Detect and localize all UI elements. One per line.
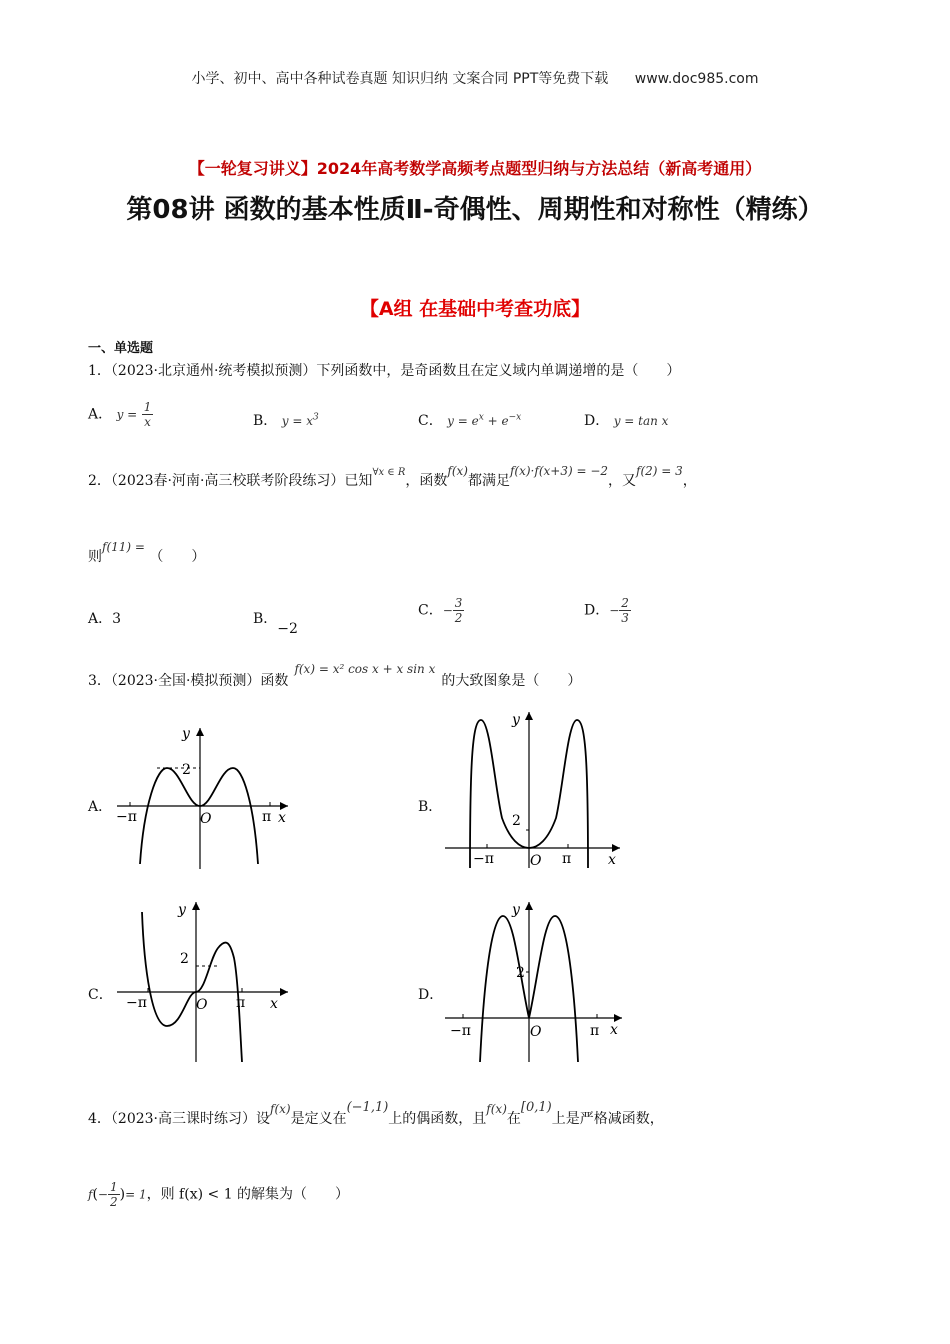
option-label: C．	[418, 413, 443, 429]
y-axis-arrow	[192, 902, 200, 910]
fraction	[108, 1180, 120, 1209]
q4-stem-line2	[88, 1180, 349, 1209]
q3-option-c-label: C．	[88, 987, 113, 1003]
x-axis-arrow	[614, 1014, 622, 1022]
math-sup: x	[478, 412, 484, 423]
fraction	[142, 400, 154, 429]
x-label: x	[270, 996, 278, 1012]
math-expr: f(x) = x² cos x + x sin x	[294, 662, 436, 676]
option-value: 3	[112, 611, 122, 627]
tick-label-neg-pi: −π	[473, 851, 494, 867]
x-label: x	[278, 810, 286, 826]
q3-text: 的大致图象是（ ）	[441, 673, 582, 689]
option-label: A．	[88, 611, 113, 627]
header-text: 小学、初中、高中各种试卷真题 知识归纳 文案合同 PPT等免费下载	[191, 71, 609, 87]
tick-label-pi: π	[562, 851, 572, 867]
curve	[140, 768, 258, 864]
math-expr: y =	[116, 407, 138, 422]
q4-text: ，则 f(x) < 1 的解集为（ ）	[146, 1186, 350, 1203]
q3-graph-b[interactable]	[440, 708, 626, 872]
y-label: y	[512, 902, 520, 918]
option-label: B．	[253, 413, 278, 429]
y-axis-arrow	[525, 712, 533, 720]
q2-text: ，函数	[405, 473, 448, 489]
math-sup: −x	[508, 412, 522, 423]
origin-label: O	[530, 1024, 542, 1040]
frac-num: 1	[143, 400, 152, 414]
origin-label: O	[530, 853, 542, 869]
x-axis-arrow	[280, 988, 288, 996]
math-sign: −	[442, 603, 453, 618]
tick-label-neg-pi: −π	[126, 995, 147, 1011]
tick-label-pi: π	[262, 809, 272, 825]
x-label: x	[610, 1022, 618, 1038]
q2-text: ，又	[608, 473, 637, 489]
math-expr: (−1,1)	[346, 1100, 389, 1115]
y-label: y	[178, 902, 186, 918]
curve	[142, 912, 242, 1062]
q3-graph-d[interactable]	[440, 898, 626, 1064]
frac-num: 1	[109, 1180, 118, 1194]
math-expr: f(x)	[486, 1102, 507, 1116]
q4-text: 是定义在	[290, 1111, 347, 1127]
q2-text: 则	[88, 549, 102, 565]
fraction	[619, 596, 631, 625]
math-sup: 3	[312, 412, 319, 423]
q2-option-a	[88, 608, 121, 628]
paren: )	[119, 1186, 126, 1203]
math-expr: = 1	[125, 1187, 147, 1202]
frac-den: 2	[109, 1195, 118, 1209]
q1-option-b	[253, 410, 319, 430]
option-label: D．	[584, 602, 610, 619]
x-axis-arrow	[280, 802, 288, 810]
q2-option-b	[253, 608, 298, 637]
tick-label-2: 2	[516, 965, 525, 981]
q1-option-c	[418, 410, 521, 430]
option-label: A．	[88, 406, 113, 423]
frac-den: x	[144, 415, 151, 429]
q3-option-d-label: D．	[418, 987, 444, 1003]
q3-graph-c[interactable]	[112, 898, 292, 1064]
math-expr: f	[88, 1187, 93, 1202]
option-value: −2	[277, 621, 298, 637]
math-expr: ∀x ∈ R	[372, 467, 406, 478]
q2-text: ，	[682, 473, 697, 489]
q4-text: 4．（2023·高三课时练习）设	[88, 1111, 270, 1127]
y-axis-arrow	[525, 902, 533, 910]
frac-num: 2	[621, 596, 629, 610]
q3-option-b-label: B．	[418, 799, 443, 815]
math-sign: −	[97, 1187, 108, 1202]
tick-label-pi: π	[590, 1023, 600, 1039]
q4-text: 上是严格减函数，	[551, 1111, 664, 1127]
y-label: y	[512, 712, 520, 728]
y-axis-arrow	[196, 728, 204, 736]
section-heading: 一、单选题	[88, 341, 154, 356]
q2-stem	[88, 464, 697, 490]
math-sign: −	[609, 603, 620, 618]
paren: (	[92, 1186, 98, 1203]
q2-option-d	[584, 596, 631, 625]
option-label: C．	[418, 602, 443, 619]
q3-stem	[88, 662, 582, 690]
math-expr: f(11) =	[102, 540, 145, 554]
frac-den: 3	[621, 611, 629, 625]
math-expr: y = e	[447, 414, 479, 428]
page-header	[0, 68, 950, 88]
header-url[interactable]: www.doc985.com	[634, 71, 759, 87]
math-expr: f(x)	[270, 1102, 291, 1116]
tick-label-2: 2	[512, 813, 521, 829]
x-axis-arrow	[612, 844, 620, 852]
tick-label-2: 2	[180, 951, 189, 967]
fraction	[453, 596, 465, 625]
math-expr: [0,1)	[520, 1100, 552, 1115]
math-expr: f(2) = 3	[636, 464, 683, 478]
q4-text: 在	[506, 1111, 521, 1127]
math-expr: y = x	[281, 414, 313, 428]
q2-text: 都满足	[467, 473, 510, 489]
frac-den: 2	[454, 611, 463, 625]
q3-option-a-label: A．	[88, 799, 113, 815]
y-label: y	[182, 726, 190, 742]
q2-stem-line2	[88, 540, 206, 566]
math-expr: f(x)	[447, 464, 468, 478]
tick-label-2: 2	[182, 762, 191, 778]
option-label: D．	[584, 413, 610, 429]
option-label: B．	[253, 611, 278, 627]
origin-label: O	[200, 811, 212, 827]
tick-label-pi: π	[236, 995, 246, 1011]
page-title: 第08讲 函数的基本性质Ⅱ-奇偶性、周期性和对称性（精练）	[126, 195, 824, 225]
math-expr: + e	[483, 414, 509, 428]
q4-text: 上的偶函数，且	[388, 1111, 487, 1127]
frac-num: 3	[454, 596, 463, 610]
q2-text: （ ）	[149, 549, 206, 565]
q2-option-c	[418, 596, 464, 625]
origin-label: O	[196, 997, 208, 1013]
q4-stem	[88, 1100, 664, 1128]
tick-label-neg-pi: −π	[116, 809, 137, 825]
series-title: 【一轮复习讲义】2024年高考数学高频考点题型归纳与方法总结（新高考通用）	[188, 159, 762, 178]
tick-label-neg-pi: −π	[450, 1023, 471, 1039]
x-label: x	[608, 852, 616, 868]
q3-text: 3．（2023·全国·模拟预测）函数	[88, 673, 289, 689]
q1-stem: 1．（2023·北京通州·统考模拟预测）下列函数中，是奇函数且在定义域内单调递增的是（ ）	[88, 363, 681, 379]
q1-option-d	[584, 410, 668, 430]
q2-text: 2．（2023春·河南·高三校联考阶段练习）已知	[88, 473, 373, 489]
q3-graph-a[interactable]	[112, 724, 292, 874]
math-expr: f(x)·f(x+3) = −2	[509, 464, 609, 478]
math-expr: y = tan x	[613, 414, 669, 428]
q1-option-a	[88, 400, 153, 429]
group-title: 【A组 在基础中考查功底】	[359, 298, 591, 320]
